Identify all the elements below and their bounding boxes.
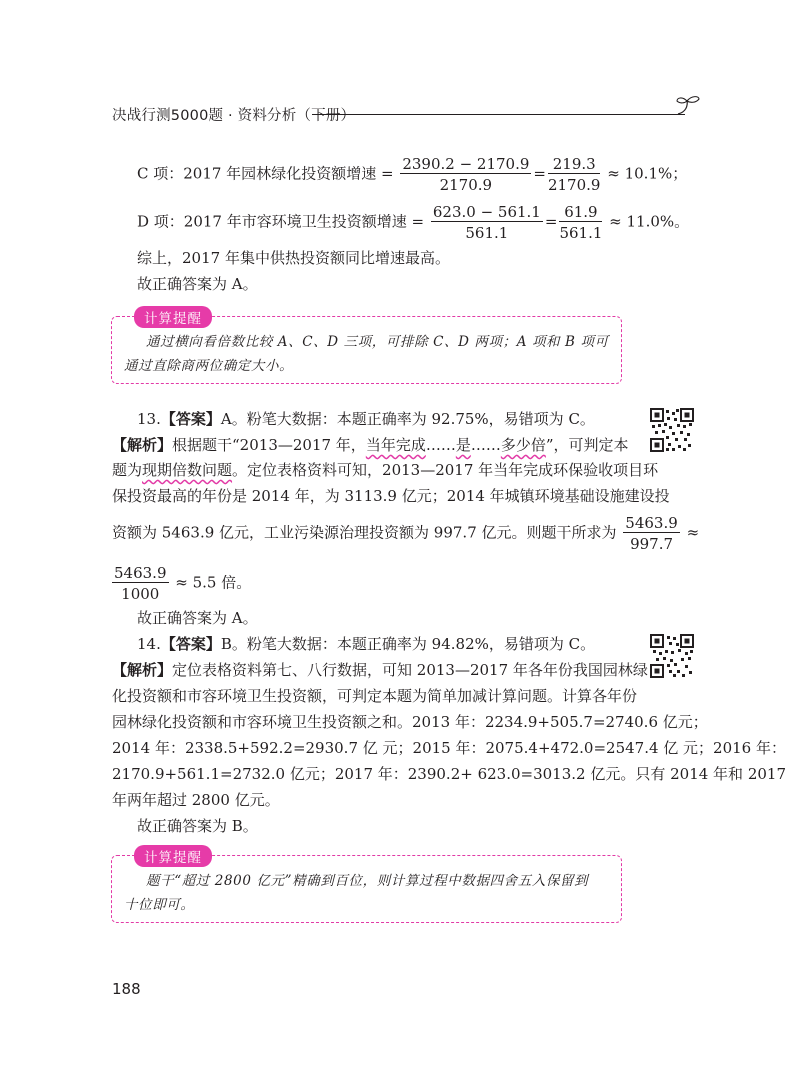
header-rule — [312, 114, 685, 115]
c-item-fraction-2 — [548, 155, 601, 194]
q13-keyword-3: 多少倍 — [500, 436, 546, 454]
q13-text-a: 根据题干“2013—2017 年， — [172, 436, 366, 454]
q13-ellipsis-1: …… — [425, 436, 456, 454]
d-item-den2: 561.1 — [559, 224, 603, 242]
d-item-prefix: D 项：2017 年市容环境卫生投资额增速 = — [137, 212, 425, 231]
q14-final-answer: 故正确答案为 B。 — [137, 817, 258, 835]
running-header: 决战行测5000题 · 资料分析（下册） — [112, 108, 356, 124]
c-item-fraction-1 — [400, 155, 531, 194]
page-number: 188 — [112, 980, 141, 998]
q13-analysis-label: 【解析】 — [112, 436, 173, 454]
q13-text-l5: ≈ 5.5 倍。 — [175, 573, 252, 592]
q13-text-l4: 资额为 5463.9 亿元，工业污染源治理投资额为 997.7 亿元。则题干所求为 — [112, 523, 617, 542]
q13-text-l2a: 题为 — [112, 461, 143, 479]
qr-code-icon[interactable] — [650, 408, 694, 452]
c-item-eq: = — [533, 164, 546, 183]
q14-text-l1: 定位表格资料第七、八行数据，可知 2013—2017 年各年份我国园林绿 — [172, 661, 648, 679]
d-item-eq: = — [544, 212, 558, 231]
answer-line-12: 故正确答案为 A。 — [137, 275, 258, 293]
q13-analysis-line-4 — [112, 514, 699, 553]
d-item-num2: 61.9 — [559, 203, 602, 222]
d-item-suffix: ≈ 11.0%。 — [609, 212, 690, 231]
q13-keyword-1: 当年完成 — [365, 436, 426, 454]
q14-analysis-line-4: 2014 年：2338.5+592.2=2930.7 亿 元；2015 年：2075.4+472.0=2547.4 亿 元；2016 年： — [112, 739, 786, 757]
c-item-prefix: C 项：2017 年园林绿化投资额增速 = — [137, 164, 394, 183]
q13-f2-num: 5463.9 — [114, 564, 167, 582]
q14-analysis-line-1 — [112, 660, 648, 680]
d-item-num1: 623.0 − 561.1 — [432, 203, 541, 221]
calc-tip-1-line-1: 通过横向看倍数比较 A、C、D 三项，可排除 C、D 两项；A 项和 B 项可 — [146, 334, 609, 350]
d-item-formula — [137, 203, 689, 242]
d-item-den1: 561.1 — [465, 224, 509, 242]
q13-answer — [137, 409, 595, 429]
q14-analysis-label: 【解析】 — [112, 661, 173, 679]
q13-analysis-line-5 — [110, 564, 251, 603]
q14-analysis-line-3: 园林绿化投资额和市容环境卫生投资额之和。2013 年：2234.9+505.7=2740.6 亿元； — [112, 713, 708, 731]
q13-answer-text: A。粉笔大数据：本题正确率为 92.75%，易错项为 C。 — [220, 410, 595, 428]
q13-f1-num: 5463.9 — [625, 514, 678, 532]
q13-text-l2c: 。定位表格资料可知，2013—2017 年当年完成环保验收项目环 — [232, 461, 659, 479]
c-item-den2: 2170.9 — [547, 176, 601, 194]
c-item-den1: 2170.9 — [439, 176, 493, 194]
q13-text-g: ”，可判定本 — [545, 436, 629, 454]
q13-f2-den: 1000 — [121, 585, 160, 603]
d-item-fraction-2 — [559, 203, 602, 242]
c-item-suffix: ≈ 10.1%； — [607, 164, 688, 183]
sprout-icon — [672, 92, 702, 122]
q14-analysis-line-5: 2170.9+561.1=2732.0 亿元；2017 年：2390.2+ 623.0=3013.2 亿元。只有 2014 年和 2017 — [112, 765, 786, 783]
c-item-num2: 219.3 — [548, 155, 601, 174]
q13-fraction-2 — [112, 564, 169, 603]
q13-number: 13. — [137, 410, 161, 428]
q14-answer-text: B。粉笔大数据：本题正确率为 94.82%，易错项为 C。 — [220, 635, 596, 653]
q14-analysis-line-6: 年两年超过 2800 亿元。 — [112, 791, 280, 809]
q13-fraction-1 — [623, 514, 680, 553]
q13-answer-label: 【答案】 — [160, 410, 221, 428]
c-item-formula — [137, 155, 687, 194]
calc-tip-1-line-2: 通过直除商两位确定大小。 — [124, 358, 294, 374]
q13-keyword-2: 是 — [455, 436, 471, 454]
q13-analysis-line-2 — [112, 460, 658, 480]
q14-answer — [137, 634, 595, 654]
q13-f1-den: 997.7 — [630, 535, 674, 553]
calc-tip-label-2: 计算提醒 — [134, 845, 212, 867]
qr-code-icon[interactable] — [650, 634, 694, 678]
calc-tip-2-line-2: 十位即可。 — [124, 897, 195, 913]
q13-analysis-line-3: 保投资最高的年份是 2014 年，为 3113.9 亿元；2014 年城镇环境基础设施建设投 — [112, 487, 670, 505]
d-item-fraction-1 — [431, 203, 543, 242]
q14-number: 14. — [137, 635, 161, 653]
c-item-num1: 2390.2 − 2170.9 — [402, 155, 530, 173]
q13-final-answer: 故正确答案为 A。 — [137, 609, 258, 627]
q13-ellipsis-2: …… — [470, 436, 501, 454]
q14-answer-label: 【答案】 — [160, 635, 221, 653]
q13-analysis-line-1 — [112, 435, 629, 455]
q14-analysis-line-2: 化投资额和市容环境卫生投资额，可判定本题为简单加减计算问题。计算各年份 — [112, 687, 638, 705]
calc-tip-2-line-1: 题干“超过 2800 亿元”精确到百位，则计算过程中数据四舍五入保留到 — [146, 873, 589, 889]
q13-approx: ≈ — [686, 523, 700, 542]
summary-line: 综上，2017 年集中供热投资额同比增速最高。 — [137, 249, 450, 267]
q13-keyword-4: 现期倍数问题 — [142, 461, 233, 479]
calc-tip-label-1: 计算提醒 — [134, 306, 212, 328]
